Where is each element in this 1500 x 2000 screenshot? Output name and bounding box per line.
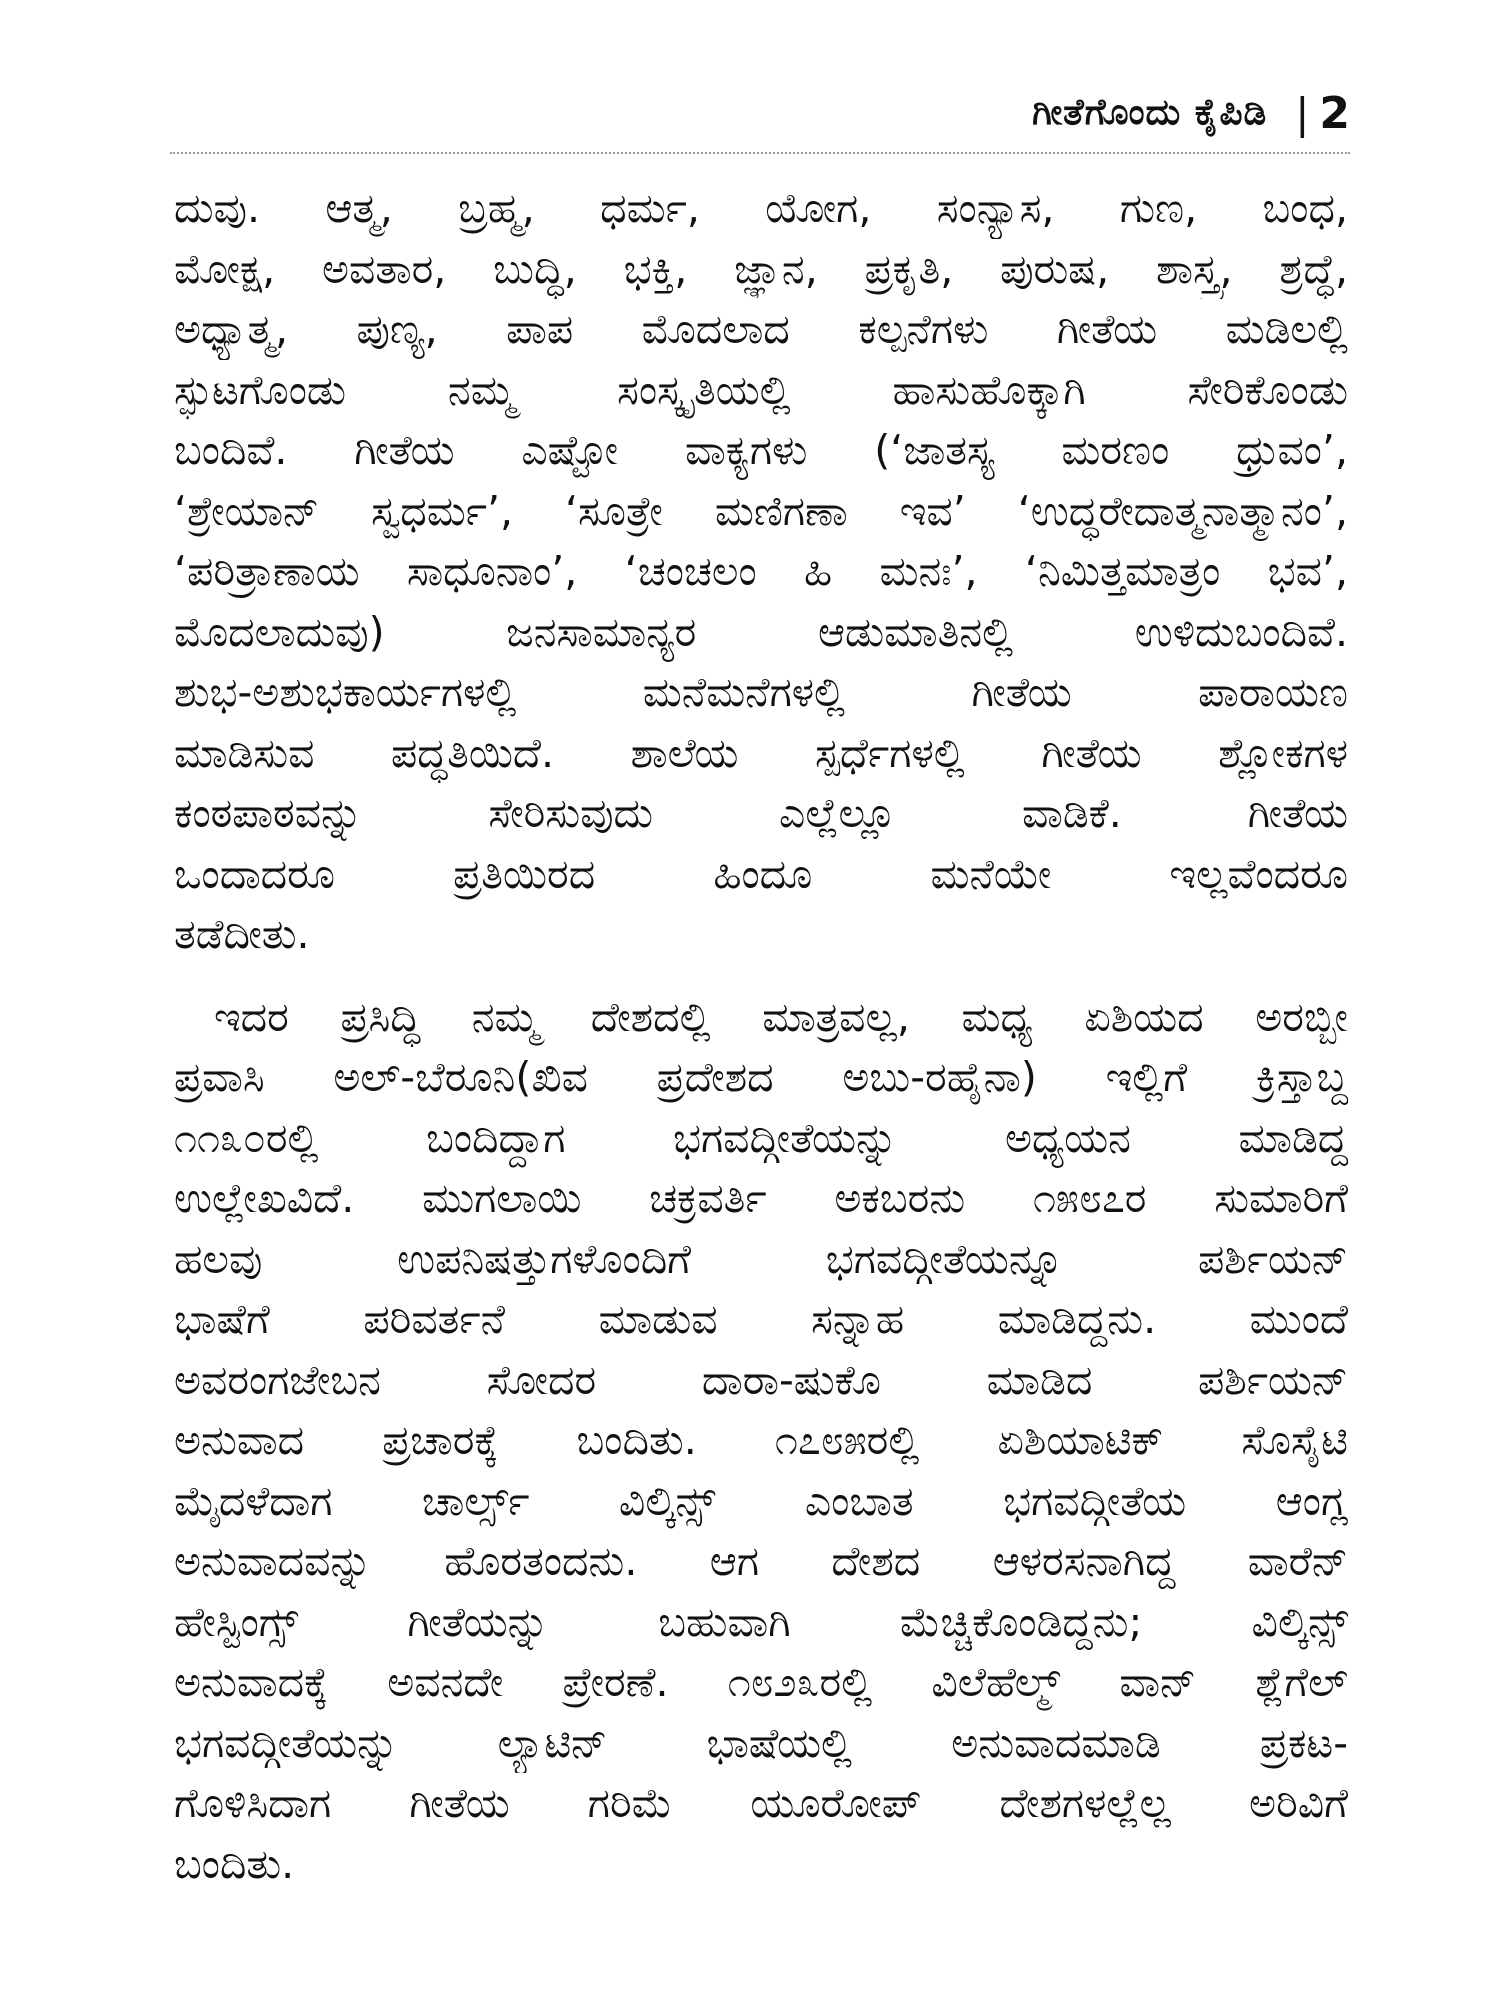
header-divider	[170, 152, 1350, 154]
text-line: ಅವರಂಗಜೇಬನ ಸೋದರ ದಾರಾ-ಷುಕೊ ಮಾಡಿದ ಪರ್ಶಿಯನ್	[174, 1355, 1348, 1404]
text-line: ಮಾಡಿಸುವ ಪದ್ಧತಿಯಿದೆ. ಶಾಲೆಯ ಸ್ಪರ್ಧೆಗಳಲ್ಲಿ ಗೀತೆಯ ಶ್ಲೋಕಗಳ	[174, 728, 1348, 777]
text-line: ಅನುವಾದವನ್ನು ಹೊರತಂದನು. ಆಗ ದೇಶದ ಆಳರಸನಾಗಿದ್ದ ವಾರೆನ್	[174, 1537, 1348, 1585]
paragraph-2	[174, 987, 1348, 1895]
text-line: ಅನುವಾದಕ್ಕೆ ಅವನದೇ ಪ್ರೇರಣೆ. ೧೮೨೩ರಲ್ಲಿ ವಿಲೆಹೆಲ್ಮ್ ವಾನ್ ಶ್ಲೆಗೆಲ್	[174, 1658, 1348, 1706]
text-line: ಸ್ಫುಟಗೊಂಡು ನಮ್ಮ ಸಂಸ್ಕೃತಿಯಲ್ಲಿ ಹಾಸುಹೊಕ್ಕಾಗಿ ಸೇರಿಕೊಂಡು	[174, 365, 1348, 414]
text-line: ಶುಭ-ಅಶುಭಕಾರ್ಯಗಳಲ್ಲಿ ಮನೆಮನೆಗಳಲ್ಲಿ ಗೀತೆಯ ಪಾರಾಯಣ	[174, 668, 1348, 716]
text-line: ‘ಶ್ರೇಯಾನ್ ಸ್ವಧರ್ಮ’, ‘ಸೂತ್ರೇ ಮಣಿಗಣಾ ಇವ’ ‘ಉದ್ಧರೇದಾತ್ಮನಾತ್ಮಾನಂ’,	[174, 486, 1348, 535]
text-line: ಮೈದಳೆದಾಗ ಚಾರ್ಲ್ಸ್ ವಿಲ್ಕಿನ್ಸ್ ಎಂಬಾತ ಭಗವದ್ಗೀತೆಯ ಆಂಗ್ಲ	[174, 1476, 1348, 1525]
page-number: 2	[1319, 87, 1350, 139]
text-line: ಒಂದಾದರೂ ಪ್ರತಿಯಿರದ ಹಿಂದೂ ಮನೆಯೇ ಇಲ್ಲವೆಂದರೂ	[174, 849, 1348, 898]
text-line: ಭಗವದ್ಗೀತೆಯನ್ನು ಲ್ಯಾಟಿನ್ ಭಾಷೆಯಲ್ಲಿ ಅನುವಾದಮಾಡಿ ಪ್ರಕಟ-	[174, 1718, 1348, 1767]
text-line: ಮೋಕ್ಷ, ಅವತಾರ, ಬುದ್ಧಿ, ಭಕ್ತಿ, ಜ್ಞಾನ, ಪ್ರಕೃತಿ, ಪುರುಷ, ಶಾಸ್ತ್ರ, ಶ್ರದ್ಧೆ,	[174, 244, 1348, 293]
text-line: ಇದರ ಪ್ರಸಿದ್ಧಿ ನಮ್ಮ ದೇಶದಲ್ಲಿ ಮಾತ್ರವಲ್ಲ, ಮಧ್ಯ ಏಶಿಯದ ಅರಬ್ಬೀ	[214, 992, 1348, 1041]
text-line: ಬಂದಿತು.	[174, 1839, 295, 1888]
text-line: ಮೊದಲಾದುವು) ಜನಸಾಮಾನ್ಯರ ಆಡುಮಾತಿನಲ್ಲಿ ಉಳಿದುಬಂದಿವೆ.	[174, 607, 1348, 656]
text-line: ಭಾಷೆಗೆ ಪರಿವರ್ತನೆ ಮಾಡುವ ಸನ್ನಾಹ ಮಾಡಿದ್ದನು. ಮುಂದೆ	[174, 1295, 1348, 1343]
text-line: ಉಲ್ಲೇಖವಿದೆ. ಮುಗಲಾಯಿ ಚಕ್ರವರ್ತಿ ಅಕಬರನು ೧೫೮೭ರ ಸುಮಾರಿಗೆ	[174, 1174, 1348, 1222]
text-line: ಅಧ್ಯಾತ್ಮ, ಪುಣ್ಯ, ಪಾಪ ಮೊದಲಾದ ಕಲ್ಪನೆಗಳು ಗೀತೆಯ ಮಡಿಲಲ್ಲಿ	[174, 305, 1348, 353]
text-line: ಕಂಠಪಾಠವನ್ನು ಸೇರಿಸುವುದು ಎಲ್ಲೆಲ್ಲೂ ವಾಡಿಕೆ. ಗೀತೆಯ	[174, 789, 1348, 837]
text-line: ಹೇಸ್ಟಿಂಗ್ಸ್ ಗೀತೆಯನ್ನು ಬಹುವಾಗಿ ಮೆಚ್ಚಿಕೊಂಡಿದ್ದನು; ವಿಲ್ಕಿನ್ಸ್	[174, 1597, 1348, 1646]
text-line: ಹಲವು ಉಪನಿಷತ್ತುಗಳೊಂದಿಗೆ ಭಗವದ್ಗೀತೆಯನ್ನೂ ಪರ್ಶಿಯನ್	[174, 1234, 1348, 1283]
text-line: ದುವು. ಆತ್ಮ, ಬ್ರಹ್ಮ, ಧರ್ಮ, ಯೋಗ, ಸಂನ್ಯಾಸ, ಗುಣ, ಬಂಧ,	[174, 184, 1348, 232]
running-header	[170, 78, 1350, 148]
text-line: ಗೊಳಿಸಿದಾಗ ಗೀತೆಯ ಗರಿಮೆ ಯೂರೋಪ್ ದೇಶಗಳಲ್ಲೆಲ್ಲ ಅರಿವಿಗೆ	[174, 1779, 1348, 1827]
text-line: ಬಂದಿವೆ. ಗೀತೆಯ ಎಷ್ಟೋ ವಾಕ್ಯಗಳು (‘ಜಾತಸ್ಯ ಮರಣಂ ಧ್ರುವಂ’,	[174, 426, 1348, 474]
text-line: ತಡೆದೀತು.	[174, 910, 310, 958]
text-line: ಪ್ರವಾಸಿ ಅಲ್-ಬೆರೂನಿ(ಖಿವ ಪ್ರದೇಶದ ಅಬು-ರಹೈನಾ) ಇಲ್ಲಿಗೆ ಕ್ರಿಸ್ತಾಬ್ದ	[174, 1053, 1348, 1101]
header-separator: |	[1295, 88, 1310, 138]
paragraph-1	[174, 178, 1348, 965]
book-title: ಗೀತೆಗೊಂದು ಕೈಪಿಡಿ	[1032, 92, 1268, 133]
text-line: ‘ಪರಿತ್ರಾಣಾಯ ಸಾಧೂನಾಂ’, ‘ಚಂಚಲಂ ಹಿ ಮನಃ’, ‘ನಿಮಿತ್ತಮಾತ್ರಂ ಭವ’,	[174, 547, 1348, 595]
text-line: ೧೧೩೦ರಲ್ಲಿ ಬಂದಿದ್ದಾಗ ಭಗವದ್ಗೀತೆಯನ್ನು ಅಧ್ಯಯನ ಮಾಡಿದ್ದ	[174, 1113, 1348, 1162]
text-line: ಅನುವಾದ ಪ್ರಚಾರಕ್ಕೆ ಬಂದಿತು. ೧೭೮೫ರಲ್ಲಿ ಏಶಿಯಾಟಿಕ್ ಸೊಸೈಟಿ	[174, 1416, 1348, 1464]
page-body	[174, 178, 1348, 1894]
